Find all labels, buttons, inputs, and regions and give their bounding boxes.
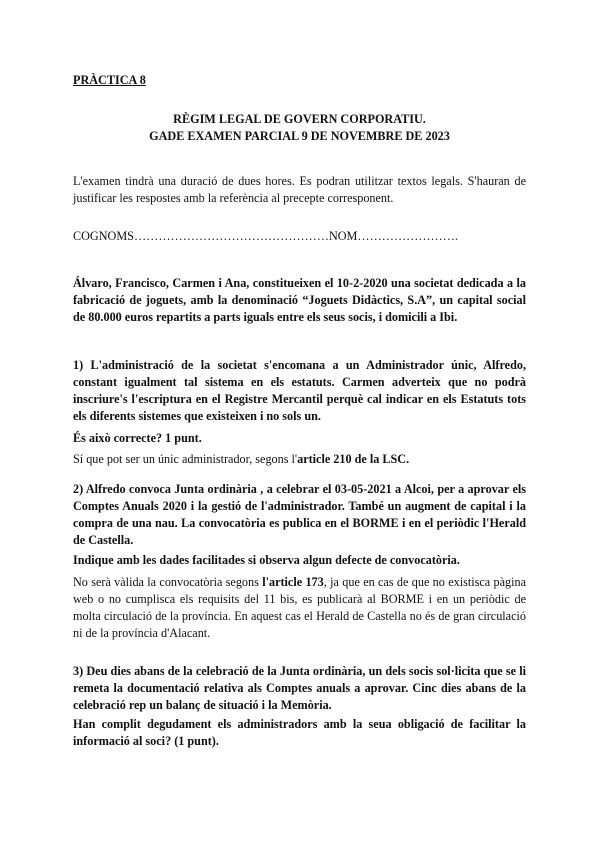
case-statement: Álvaro, Francisco, Carmen i Ana, constitueixen el 10-2-2020 una societat dedicada a la fabricació de joguets, amb la denominació “Joguets Didàctics, S.A”, un capital social de 80.000 euros repartits a parts iguals entre els seus socis, i domicili a Ibi. <box>73 276 526 324</box>
answer-2-legal-reference: l'article 173 <box>262 575 324 589</box>
question-1-prompt: És això correcte? 1 punt. <box>73 431 202 445</box>
practice-label: PRÀCTICA 8 <box>73 73 146 87</box>
exam-title-line1: RÈGIM LEGAL DE GOVERN CORPORATIU. <box>173 112 426 126</box>
exam-instructions: L'examen tindrà una duració de dues hores. Es podran utilitzar textos legals. S'hauran de justificar les respostes amb la referència al precepte corresponent. <box>73 174 526 205</box>
question-2-answer <box>73 574 526 642</box>
question-1-answer <box>73 451 526 468</box>
exam-title-line2: GADE EXAMEN PARCIAL 9 DE NOVEMBRE DE 2023 <box>149 129 450 143</box>
answer-2-text-rest: , ja que en cas de que no existisca pàgina web o no cumplisca els requisits del 11 bis, es publicarà al BORME i en un periòdic de molta circulació de la província. En aquest cas el Herald de Castella no és de gran circulació ni de la província d'Alacant. <box>73 575 526 640</box>
question-2-statement: 2) Alfredo convoca Junta ordinària , a celebrar el 03-05-2021 a Alcoi, per a aprovar els Comptes Anuals 2020 i la gestió de l'administrador. També un augment de capital i la compra de una nau. La convocatòria es publica en el BORME i en el periòdic l'Herald de Castella. <box>73 482 526 547</box>
surname-blank: ………………………………………… <box>133 229 329 243</box>
surname-label: COGNOMS <box>73 229 134 243</box>
name-blank: ……………………. <box>357 229 458 243</box>
question-3-statement: 3) Deu dies abans de la celebració de la Junta ordinària, un dels socis sol·licita que se li remeta la documentació relativa als Comptes anuals a aprovar. Cinc dies abans de la celebració rep un balanç de situació i la Memòria. <box>73 664 526 712</box>
student-fields <box>73 228 526 245</box>
answer-1-legal-reference: article 210 de la LSC. <box>297 452 410 466</box>
name-label: NOM <box>328 229 358 243</box>
question-1-statement: 1) L'administració de la societat s'encomana a un Administrador únic, Alfredo, constant igualment tal sistema en els estatuts. Carmen adverteix que no podrà inscriure's l'escriptura en el Registre Mercantil perquè cal indicar en els Estatuts tots els diferents sistemes que existeixen i no sols un. <box>73 358 526 423</box>
answer-2-text-start: No serà vàlida la convocatòria segons <box>73 575 263 589</box>
question-3-prompt: Han complit degudament els administradors amb la seua obligació de facilitar la informació al soci? (1 punt). <box>73 717 526 748</box>
answer-1-text: Sí que pot ser un únic administrador, segons l' <box>73 452 298 466</box>
question-2-prompt: Indique amb les dades facilitades si observa algun defecte de convocatòria. <box>73 553 460 567</box>
